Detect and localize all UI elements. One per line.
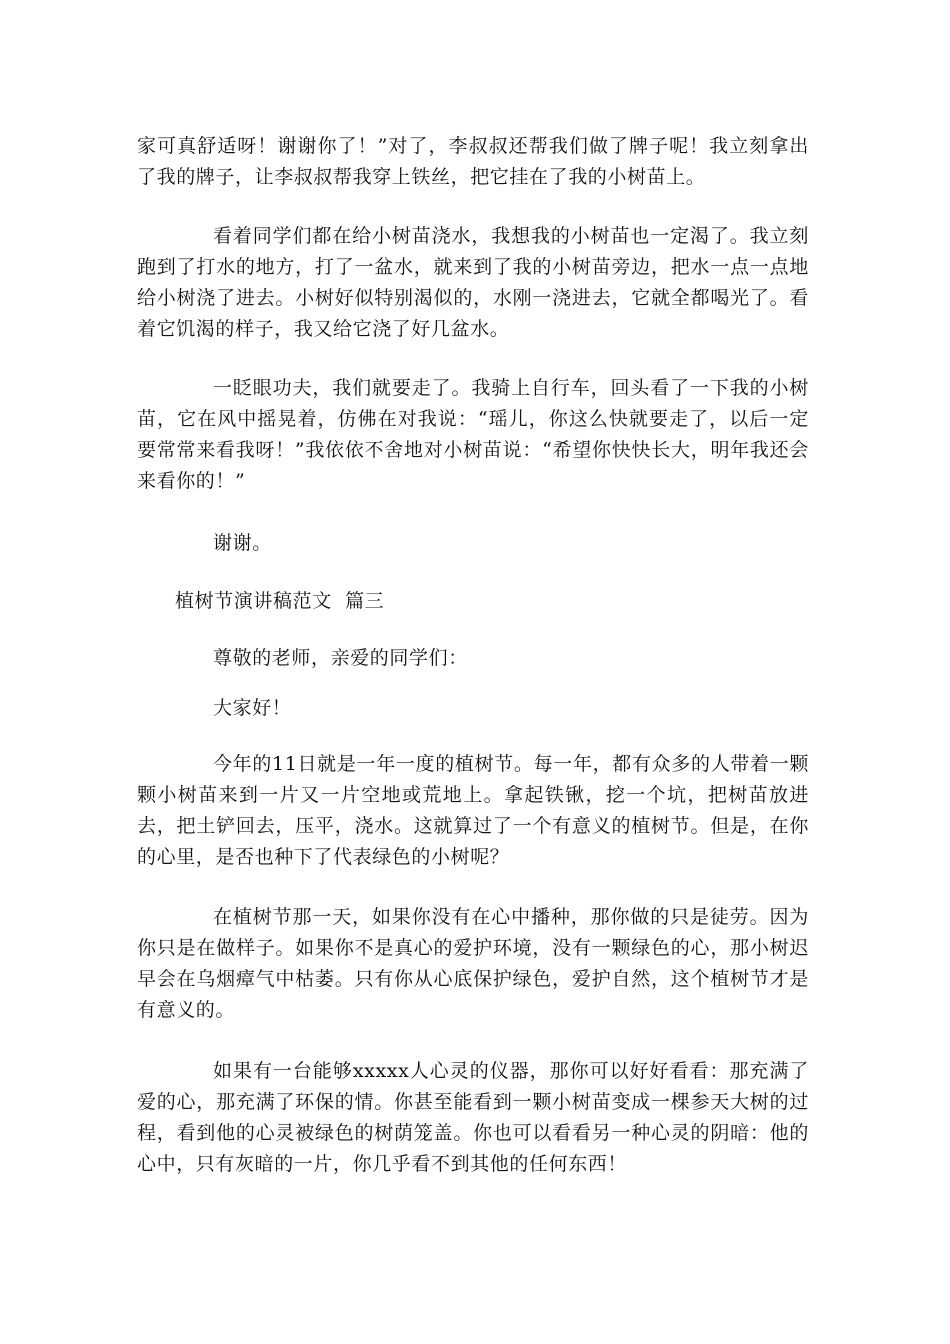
- paragraph-thanks: 谢谢。: [213, 532, 272, 554]
- section-heading: 植树节演讲稿范文 篇三: [175, 590, 385, 612]
- paragraph-planting-heart: 在植树节那一天，如果你没有在心中播种，那你做的只是徒劳。因为你只是在做样子。如果你不是真心的爱护环境，没有一颗绿色的心，那小树迟早会在乌烟瘴气中枯萎。只有你从心底保护绿色，爱护自然，这个植树节才是有意义的。: [137, 906, 809, 1021]
- paragraph-greeting: 大家好！: [213, 697, 292, 719]
- paragraph-arbor-day: 今年的11日就是一年一度的植树节。每一年，都有众多的人带着一颗颗小树苗来到一片又一片空地或荒地上。拿起铁锹，挖一个坑，把树苗放进去，把土铲回去，压平，浇水。这就算过了一个有意义的植树节。但是，在你的心里，是否也种下了代表绿色的小树呢？: [137, 753, 809, 868]
- paragraph-watering: 看着同学们都在给小树苗浇水，我想我的小树苗也一定渴了。我立刻跑到了打水的地方，打了一盆水，就来到了我的小树苗旁边，把水一点一点地给小树浇了进去。小树好似特别渴似的，水刚一浇进去，它就全都喝光了。看着它饥渴的样子，我又给它浇了好几盆水。: [137, 225, 809, 340]
- paragraph-continuation: 家可真舒适呀！谢谢你了！”对了，李叔叔还帮我们做了牌子呢！我立刻拿出了我的牌子，让李叔叔帮我穿上铁丝，把它挂在了我的小树苗上。: [137, 135, 809, 188]
- paragraph-soul-instrument: 如果有一台能够xxxxx人心灵的仪器，那你可以好好看看：那充满了爱的心，那充满了环保的情。你甚至能看到一颗小树苗变成一棵参天大树的过程，看到他的心灵被绿色的树荫笼盖。你也可以看看另一种心灵的阴暗：他的心中，只有灰暗的一片，你几乎看不到其他的任何东西！: [137, 1060, 809, 1175]
- paragraph-leaving: 一眨眼功夫，我们就要走了。我骑上自行车，回头看了一下我的小树苗，它在风中摇晃着，仿佛在对我说：“瑶儿，你这么快就要走了，以后一定要常常来看我呀！”我依依不舍地对小树苗说：“希望你快快长大，明年我还会来看你的！”: [137, 377, 809, 492]
- paragraph-salutation: 尊敬的老师，亲爱的同学们：: [213, 647, 468, 669]
